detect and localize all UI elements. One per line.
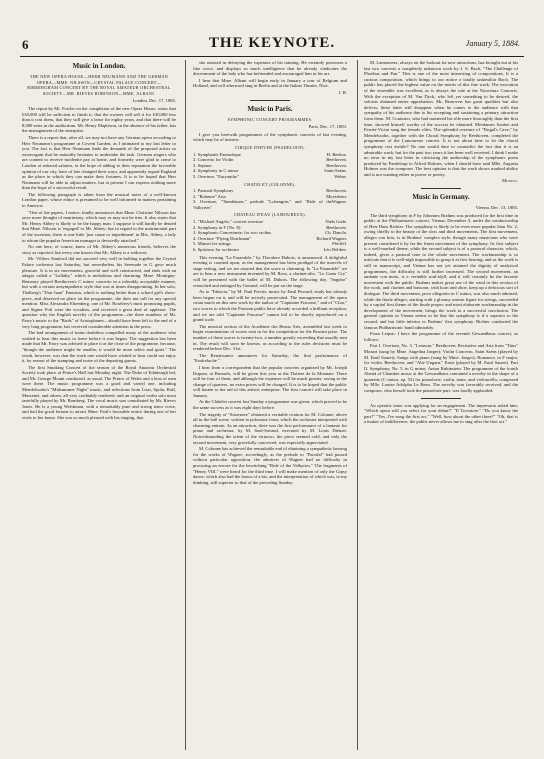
paragraph: This evening "La Farandole," by Theodore Dubois, is announced. A delightful evening is counted upon, as the management has been prodigal of the marvels of stage setting, and we are assured that the score is charming. In "La Farandole" we are to hear a new instrument invented by M. Rose, a clarinet-alto. "Le Coeur Cry" will be presented with the ballet of M. Dubois. The following day, "Sappho" retouched and enlarged by Gounod, will be put on the stage. — [193, 254, 347, 288]
dateline: London, Dec. 17, 1883. — [132, 98, 176, 104]
paragraph: she assisted in defraying the expenses of his training. He certainly possesses a fine voice, and displays so much intelligence that he already vindicates the discernment of the lady who has befriended and encouraged him in his art. — [193, 60, 347, 77]
signature: Musicus. — [502, 178, 518, 184]
programme-item: 3. Symphonic Concertante, for two violins Ch. Dancla. — [193, 230, 347, 236]
programme-item: 3. Overture, "Tannhäuser," prelude "Lohengrin," and "Ride of the Valkyries" Wagner. — [193, 199, 347, 210]
paragraph: Mr. Villiers Stanford did not succeed very well in holding together the Crystal Palace orchestra last Saturday, but nevertheless his Serenade in G gave much pleasure. It is in six movements, graceful and well constructed, and ends with an adagio called a "Lullaby," which is melodious and charming. Mme. Montigny-Remaury played Beethoven's C minor concerto in a tolerably acceptable manner, but with a certain unsympathetic style that was at times disappointing. In her solo, Thalberg's "Don Juan" Fantasia, which is nothing better than a school girl's show-piece, and deserved no place on the programme, she does not call for any special mention. Miss Alexandra Ehrenberg, one of Mr. Rosebery's most promising pupils, and Signor Foli were the vocalists, and received a great deal of applause. The question why the English novelty of the programme—the three numbers of Mr. Parry's music to the "Birds" of Aristophanes—should have been left to the end of a very long programme, has received considerable attention in the press. — [22, 256, 176, 329]
separator — [421, 398, 461, 399]
article-title-london: Music in London. — [72, 62, 126, 70]
paragraph: M. Colonne has achieved the remarkable end of obtaining a sympathetic hearing for the works of Wagner; accordingly, as the prelude to "Parsifal" had passed without particular opposition, the admirers of Wagner had no difficulty in procuring an encore for the bewitching "Ride of the Valkyries." The fragments of "Henry VIII." were heard for the third time. I will make mention of only the Gipsy dance, which also had the honor of a bis, and the interpretation of which was, to my thinking, still superior to that of the preceding Sunday. — [193, 446, 347, 485]
programme-item: 5. Overture, "Euryanthe" Weber. — [193, 173, 347, 179]
programme-item: 4. Overture "Flying Dutchman" Richard Wagner. — [193, 235, 347, 241]
programme-item: 2. Symphony in F (No. 8) Beethoven. — [193, 224, 347, 230]
paragraph: At the Châtelet concert last Sunday a programme was given, which proved to be the same success as it was eight days before. — [193, 399, 347, 411]
paragraph: M. Lamoureux, always on the lookout for new attractions, has brought out at his last two concerts a completely unknown work by J. S. Bach, "The Challenge of Phoebus and Pan." This is one of the most interesting of compositions. It is a curious composition, which brings to our notice a totally unfamiliar Bach. The public has placed the highest value on the merits of this fine work. The execution of the ensemble was excellent, as is always the rule at the Nouveaux Concerts. With the exception of M. Van Dyck, who left yet something to be desired, the soloists obtained entire approbation. Mr. Bisnovert has great qualities but also defects; these latter will disappear when he comes to the audience with that sympathy of his audience due to his accepting and sustaining a primary attraction from them. M. Couturier, who had mastered his rôle more thoroughly than the first time, showed himself worthy of the success he obtained. Mesdames Soubre and Ferrier-Vicini sang the female rôles. The splendid overture of "Fingal's Cave," by Mendelssohn, together with the Choral Symphony by Beethoven, completed the programme of the Lamoureux concert. It is not about time to let the choral symphony rest awhile? No one would dare to contradict the fact that it is an admirable work; but for the past two years it has been well received. I think I make no error in my last letter in criticizing the authorship of the symphonic poem produced by Pasdeloup to Alfred Holmes, when I should have said Mlle. Augusta Holmes was the composer. The best opinion is that the work shows marked ability and is not wanting either in power or poetry. — [364, 60, 518, 177]
article-subhead: THE NEW OPERA HOUSE—HERR NEUMANN AND THE GERMAN OPERA—MME. NILSSON—CRYSTAL PALACE CONCERT—BIRMINGHAM CONCERT BY THE ROYAL AMATEUR ORCHESTRAL SOCIETY—MR. RIEVES ROBINSON—MME. ALBANI. — [27, 74, 171, 96]
paragraph: No one here, of course, knew of Mr. Abbey's numerous friends, believes the story as reported, but every one knows that Mr. Abbey is a widower. — [22, 244, 176, 255]
dateline: Vienna, Dec. 13, 1883. — [475, 205, 518, 211]
paragraph: Part I. Overture, No. 3, "Leonore," Beethoven; Recitative and Aria from "Titus" Mozart (sung by Mme. Angelina Jaeger); Violin Concerto, Saint Saëns (played by M. Emil Sauret); Songs with piano (sung by Mme. Jaeger); Romance, in F major, for violin, Beethoven; and "Alte Ungarn," Ernst (played by M. Emil Sauret). Part II. Symphony, No. 5, in G minor, Anton Rubinstein. The programme of the fourth Abend of Chamber music at the Gewandhaus contained a novelty in the shape of a quartette (C minor, op. 53) for pianoforte, violin, tenor, and violoncello, composed by Mlle. Louise Adolpha Le Beau. The novelty was favorably received, and the composer, who herself took the pianoforte part, was loudly applauded. — [364, 343, 518, 394]
paragraph: The report by Mr. Fowler on the completion of the new Opera House, states that £30,000 will be sufficient to finish it, that the owners will sell it for £30,000 less than it cost them, that they will give a lease for eighty years, and that there will be 8,000 seats in the auditorium. Mr. Henry Mapleson, in the absence of his father, has the management of the enterprise. — [22, 105, 176, 134]
programme-heading: CHATEAU D'EAU (LAMOUREUX). — [233, 212, 307, 218]
article-subhead: SYMPHONIC CONCERT PROGRAMMES. — [227, 116, 313, 122]
paragraph: There is a report that, after all, we may not have any German opera according to Herr Neumann's programme at Covent Garden, as I intimated to my last letter to you. The fact is that Herr Neumann finds the demands of the proposed artists so extravagant that he naturally hesitates to undertake the task. German singers who are content to receive moderate pay at home, and formerly were glad to come to London at reduced salaries, in the hope of adding to their reputation the favorable opinion of our city, have of late changed their ways, and apparently regard England as the place in which they can make their fortunes. It is to be hoped that Herr Neumann will be able to adjust matters, but at present I can express nothing more than the hope of a successful result. — [22, 134, 176, 191]
column-2 — [193, 60, 347, 750]
issue-date: January 5, 1884. — [465, 39, 520, 48]
paragraph: The Renaissance announces for Saturday, the first performance of "Fanfreluche." — [193, 352, 347, 364]
paragraph: The first Smoking Concert of the season of the Royal Amateur Orchestral Society took place at Prince's Hall last Monday night. The Duke of Edinburgh led, and Mr. George Mount conducted, as usual. The Prince of Wales and a host of men were there. The music programme was a good and varied one, including Mendelssohn's "Midsummer Night" music, and selections from Liszt, Spohr, Raff, Massenet, and others, all very creditably rendered, and an original violin solo most tastefully played by Mr. Bomberg. The vocal music was contributed by Mr. Rieves Jones. He is a young Welshman, with a remarkably pure and strong tenor voice, and had the good fortune to attract Mme. Patti's favorable notice during one of her visits to her home. She was so much pleased with his singing, that — [22, 364, 176, 421]
paragraph: As to "Fabacia," by M. Paul Ferrier, music by Emil Pessard, study has already been begun on it, and will be actively prosecuted. The management of the opera count much on this new work by the author of "Capitaine Fracasse," and of "Char," two scores to which the Parisian public have already accorded a brilliant reception, and we are told "Capitaine Fracasse" cannot fail to be shortly reproduced on a grand scale. — [193, 289, 347, 323]
paragraph: From Leipsic I have the programme of the seventh Gewandhaus concert, as follows: — [364, 331, 518, 342]
paragraph: I give you herewith programmes of the symphonic concerts of last evening, which may be of interest: — [193, 131, 347, 143]
signature: J. B. — [338, 89, 347, 95]
programme-item: 1. Symphonie Fantastique H. Berlioz. — [193, 151, 347, 157]
column-3 — [364, 60, 518, 750]
programme-list — [193, 219, 347, 253]
programme-item: 6. Spiritoso for orchestra Léo Delibes. — [193, 247, 347, 253]
separator — [250, 100, 290, 101]
programme-list — [193, 188, 347, 210]
dateline: Paris, Dec. 17, 1883. — [308, 124, 347, 130]
programme-item: 1. "Michael Angelo," concert overture Niels Gade. — [193, 219, 347, 225]
paragraph: I hear that Mme. Albani will begin early in January a tour of Belgium and Holland, and will afterward sing in Berlin and at the Italian Theater, Nice. — [193, 77, 347, 89]
paragraph: "One of the papers, I notice, kindly announces that Mme. Christine Nilsson has once more thought of matrimony, which may or may not be true. It also states that Mr. Henry Abbey is likely to be the happy man. I suppose it will hardly be denied that Mme. Nilsson is 'engaged' to Mr. Abbey; but in regard to the matrimonial part of the assertion, there is one little 'just cause or impediment' in Mrs. Abbey, a lady to whom the popular American manager is devotedly attached." — [22, 209, 176, 243]
paragraph: The bad arrangement of trains doubtless compelled many of the audience who wished to hear this music to leave before it was begun. The suggestion has been made that Mr. Parry was advised to place it at the close of the programme, because, "though the audience might be smaller, it would be more select and quiet." The result, however, was that the work one would have wished to hear could not enjoy it, by reason of the stamping and noise of the departing guests. — [22, 330, 176, 364]
separator — [421, 188, 461, 189]
page-number: 6 — [22, 37, 29, 52]
paragraph: An operatic tenor was applying for an engagement. The impresario asked him: "Which opera will you select for your debut?" "Il Trovatore." "Do you know the part?" "Yes, I've sung the first act." "Well, how about the other three?" "Oh, that is a matter of indifference; the public never allows me to sing after the first act." — [364, 402, 518, 425]
paragraph: The musical section of the Académie des Beaux Arts, assembled last week to begin examinations of scores sent in for the competition for the Rossini prize. The number of these scores is twenty-two, a number greatly exceeding that usually sent in. The result will soon be known, as according to the rules decisions must be rendered before Dec. 31st. — [193, 323, 347, 352]
masthead: THE KEYNOTE. — [208, 35, 336, 51]
programme-heading: CHATELET (COLONNE). — [244, 181, 296, 187]
paragraph: The third symphony in F by Johannes Brahms was produced for the first time in public at the Philharmonic concert, Vienna, December 3, under the conductorship of Herr Hans Richter. The symphony is likely to be even more popular than No. 2, owing chiefly to the beauty of the slow and third movements. The first movement, allegro con brio, is in Brahms' complex style, though many musicians who were present considered it by far the finest movement of the symphony. Its first subject is a well-marked theme, while the second subject is of a pastoral character, which, indeed, gives a pastoral tone to the whole movement. The workmanship is so intricate that it is well-nigh impossible to grasp it at first hearing; and as the work is still in manuscript, and Vienna has not yet attained the dignity of analytical programmes, the difficulty is still further increased. The second movement, an andante con moto, is a veritable soul-idyll, and it will certainly be the favorite movement with the public. Brahms makes great use of the wind in this section of the work, and clarinet and bassoon, with horn and oboe, keep up a delicious sort of dialogue. The third movement, poco allegretto in C minor, was also much admired, while the finale allegro, starting with a gloomy unison figure for strings, succeeded by a capital first theme of the finale proper, and most elaborate workmanship in the development of the movement, brings the work to a successful conclusion. The general opinion in Vienna seems to be that the symphony is if a superior to the second, and but little inferior to Brahms' first symphony. Richter conducted the famous Philharmonic band admirably. — [364, 212, 518, 330]
programme-list — [193, 152, 347, 180]
programme-item: 4. Symphony in C minor Saint-Saëns. — [193, 168, 347, 174]
programme-item: 1. Pastoral Symphony Beethoven. — [193, 188, 347, 194]
page-header — [20, 35, 524, 55]
header-rule — [20, 56, 524, 57]
paragraph: The tragedy of "Struensee" obtained a veritable ovation for M. Colonne, above all in the ball scene, written in polonaise form, which the orchestra interpreted with charming entrain. As an attraction, there was the first performance of a fantasie for piano and orchestra, by M. Saul-Savand, executed by M. Louis Diémer. Notwithstanding the talent of the virtuoso, the piece seemed cold, and only the second movement, very gracefully conceived, was especially appreciated. — [193, 411, 347, 445]
paragraph: I hear from a correspondent that the popular concerts organized by Mr. Joseph Dupont, at Brussels, will be given this year at the Théatre de la Monnaie. There will be four of them, and although the expenses will be much greater, owing to the change of quarters, no extra prices will be charged. It is to be hoped that the public will hasten to the aid of this artistic enterprise. The first concert will take place in January. — [193, 364, 347, 398]
article-title-germany: Music in Germany. — [412, 193, 470, 202]
programme-item: 2. Concerto for Violin Beethoven. — [193, 157, 347, 163]
article-title-paris: Music in Paris. — [247, 104, 293, 113]
paragraph: The following paragraph is taken from the musical notes of a well-known London paper, whose editor is presumed to be well informed in matters pertaining to America: — [22, 191, 176, 209]
column-divider — [357, 60, 358, 750]
programme-item: 5. Minuet for strings Pfeiffel. — [193, 241, 347, 247]
programme-item: 3. Septuor Beethoven. — [193, 162, 347, 168]
column-divider — [185, 60, 186, 750]
programme-heading: CIRQUE D'HIVER (PASDELOUP). — [234, 144, 305, 150]
programme-item: 2. "Boheme" Aria Meyerbeer. — [193, 193, 347, 199]
column-1 — [22, 60, 176, 750]
